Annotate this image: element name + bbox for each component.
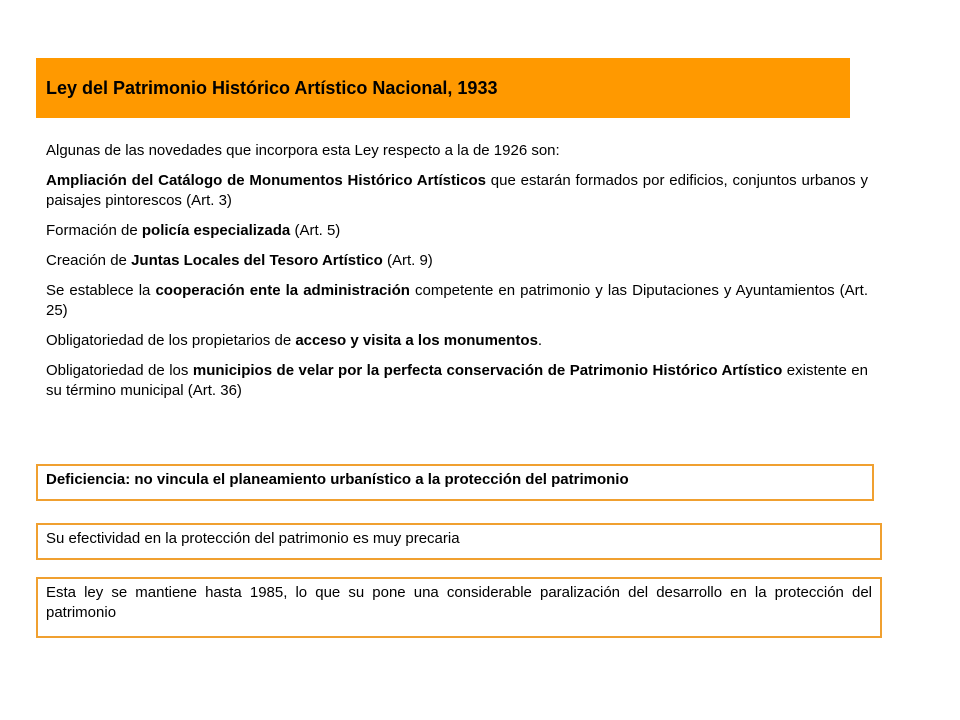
item-bold: acceso y visita a los monumentos [295,332,538,349]
item-post: que estarán formados por edificios, conjuntos urbanos y paisajes pintorescos (Art. 3) [46,172,868,209]
item-post: (Art. 5) [290,222,341,239]
list-item [46,221,868,241]
item-bold: cooperación ente la administración [155,282,410,299]
item-post: competente en patrimonio y las Diputaciones y Ayuntamientos (Art. 25) [46,282,868,319]
item-post: . [537,332,543,349]
item-bold: municipios de velar por la perfecta conservación de Patrimonio Histórico Artístico [192,362,783,379]
page-title: Ley del Patrimonio Histórico Artístico Nacional, 1933 [46,77,498,98]
list-item [46,251,868,271]
list-item [46,171,868,211]
duration-box: Esta ley se mantiene hasta 1985, lo que su pone una considerable paralización del desarrollo en la protección del patrimonio [36,577,882,638]
deficiency-box: Deficiencia: no vincula el planeamiento urbanístico a la protección del patrimonio [36,464,874,501]
item-bold: Juntas Locales del Tesoro Artístico [131,252,383,269]
item-post: (Art. 9) [382,252,433,269]
body-text [46,141,868,411]
item-pre: Se establece la [46,282,156,299]
item-post: existente en su término municipal (Art. 36) [46,362,868,399]
list-item [46,361,868,401]
item-bold: Ampliación del Catálogo de Monumentos Histórico Artísticos [46,172,486,189]
item-bold: policía especializada [141,222,291,239]
effectiveness-box: Su efectividad en la protección del patrimonio es muy precaria [36,523,882,560]
intro-paragraph: Algunas de las novedades que incorpora esta Ley respecto a la de 1926 son: [46,142,560,159]
list-item [46,281,868,321]
item-pre: Obligatoriedad de los propietarios de [46,332,296,349]
item-pre: Formación de [46,222,142,239]
item-pre: Creación de [46,252,132,269]
item-pre: Obligatoriedad de los [46,362,193,379]
title-bar [36,58,850,118]
list-item [46,331,868,351]
